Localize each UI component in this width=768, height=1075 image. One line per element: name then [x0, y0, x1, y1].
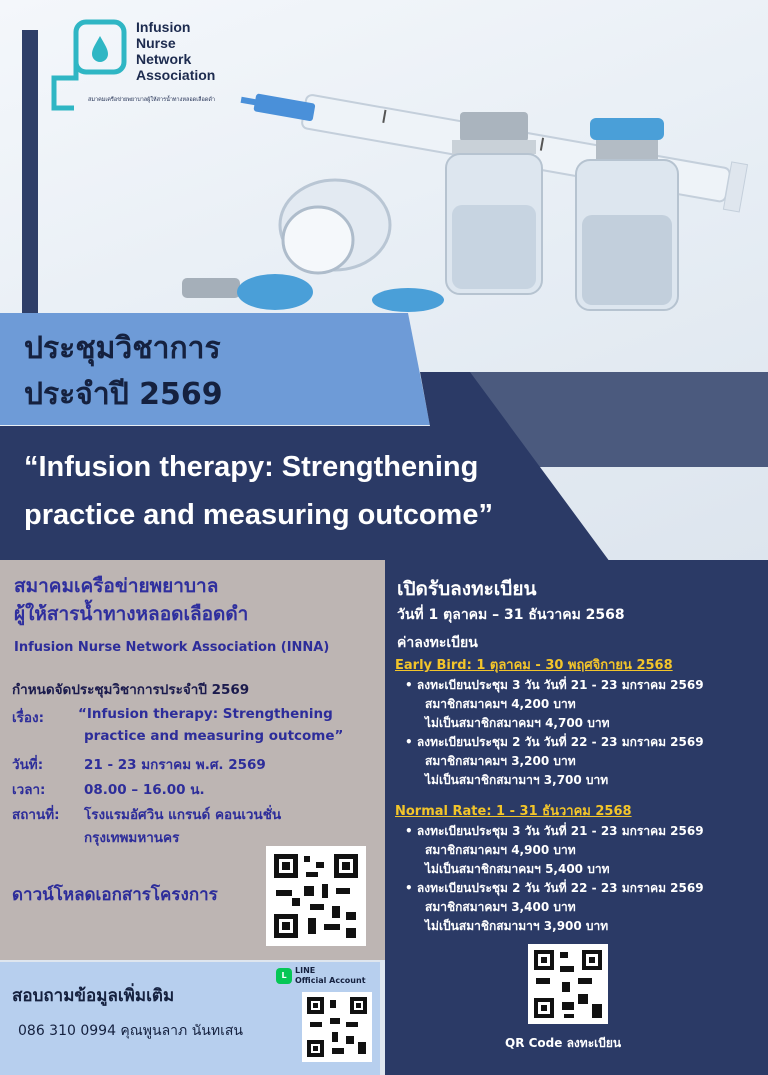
event-title-thai-line-2: ประจำปี 2569: [24, 377, 223, 412]
loose-cap-silver: [182, 278, 240, 298]
association-thai-line-2: ผู้ให้สารน้ำทางหลอดเลือดดำ: [14, 603, 249, 625]
fee-item: ลงทะเบียนประชุม 2 วัน วันที่ 22 - 23 มกราคม 2569: [416, 735, 704, 749]
fee-nonmember: ไม่เป็นสมาชิกสมาคมฯ 5,400 บาท: [425, 862, 610, 876]
registration-panel: [385, 560, 768, 1075]
line-icon: L: [276, 968, 292, 984]
registration-qr-code[interactable]: [528, 944, 608, 1024]
time-label: เวลา:: [12, 782, 46, 798]
vial-silver-cap: [446, 112, 542, 294]
fee-item: ลงทะเบียนประชุม 2 วัน วันที่ 22 - 23 มกราคม 2569: [416, 881, 704, 895]
qr-code-icon: [528, 944, 608, 1024]
venue-label: สถานที่:: [12, 807, 60, 823]
registration-dates: วันที่ 1 ตุลาคม – 31 ธันวาคม 2568: [397, 607, 625, 623]
topic-line-2: practice and measuring outcome”: [84, 728, 344, 744]
association-thai-line-1: สมาคมเครือข่ายพยาบาล: [14, 575, 219, 597]
event-title-english: [24, 443, 584, 539]
registration-heading: เปิดรับลงทะเบียน: [397, 578, 537, 600]
normal-rate-list: [405, 822, 765, 936]
normal-rate-title: Normal Rate: 1 - 31 ธันวาคม 2568: [395, 804, 632, 819]
fee-item: ลงทะเบียนประชุม 3 วัน วันที่ 21 - 23 มกราคม 2569: [416, 824, 704, 838]
download-label: ดาวน์โหลดเอกสารโครงการ: [12, 885, 218, 905]
list-item: • ลงทะเบียนประชุม 3 วัน วันที่ 21 - 23 มกราคม 2569: [405, 678, 704, 692]
contact-panel: [0, 962, 380, 1075]
fee-member: สมาชิกสมาคมฯ 3,400 บาท: [425, 900, 576, 914]
fee-member: สมาชิกสมาคมฯ 4,200 บาท: [425, 697, 576, 711]
fee-heading: ค่าลงทะเบียน: [397, 635, 478, 651]
download-qr-code[interactable]: [266, 846, 366, 946]
venue-line-1: โรงแรมอัศวิน แกรนด์ คอนเวนชั่น: [84, 807, 282, 823]
topic-label: เรื่อง:: [12, 710, 44, 726]
association-name-english: Infusion Nurse Network Association (INNA): [14, 640, 330, 655]
qr-code-icon: [266, 846, 366, 946]
lying-vial: [280, 180, 390, 273]
inna-logo: [48, 18, 228, 118]
date-label: วันที่:: [12, 757, 44, 773]
association-name-thai: [14, 572, 248, 628]
registration-qr-caption: QR Code ลงทะเบียน: [505, 1036, 622, 1050]
loose-cap-blue-2: [372, 288, 444, 312]
schedule-heading: กำหนดจัดประชุมวิชาการประจำปี 2569: [12, 682, 250, 698]
venue-line-2: กรุงเทพมหานคร: [84, 830, 180, 846]
fee-nonmember: ไม่เป็นสมาชิกสมามาฯ 3,700 บาท: [425, 773, 609, 787]
fee-item: ลงทะเบียนประชุม 3 วัน วันที่ 21 - 23 มกราคม 2569: [416, 678, 704, 692]
logo-line-4: Association: [136, 67, 216, 83]
event-title-thai: [24, 326, 223, 418]
logo-line-2: Nurse: [136, 35, 176, 51]
time-value: 08.00 – 16.00 น.: [84, 782, 205, 798]
line-qr-code[interactable]: [302, 992, 372, 1062]
event-title-english-line-2: practice and measuring outcome”: [24, 499, 493, 531]
contact-phone[interactable]: 086 310 0994 คุณพูนลาภ นันทเสน: [18, 1023, 243, 1039]
early-bird-title: Early Bird: 1 ตุลาคม - 30 พฤศจิกายน 2568: [395, 658, 673, 673]
line-official-account: Official Account: [295, 976, 366, 985]
early-bird-list: [405, 676, 765, 790]
list-item: • ลงทะเบียนประชุม 2 วัน วันที่ 22 - 23 มกราคม 2569: [405, 881, 704, 895]
topic-line-1: “Infusion therapy: Strengthening: [78, 706, 333, 722]
event-title-english-line-1: “Infusion therapy: Strengthening: [24, 451, 479, 483]
loose-cap-blue: [237, 274, 313, 310]
accent-bar: [22, 30, 38, 340]
fee-nonmember: ไม่เป็นสมาชิกสมาคมฯ 4,700 บาท: [425, 716, 610, 730]
logo-line-3: Network: [136, 51, 192, 67]
contact-heading: สอบถามข้อมูลเพิ่มเติม: [12, 986, 175, 1006]
date-value: 21 - 23 มกราคม พ.ศ. 2569: [84, 757, 266, 773]
list-item: • ลงทะเบียนประชุม 3 วัน วันที่ 21 - 23 มกราคม 2569: [405, 824, 704, 838]
fee-member: สมาชิกสมาคมฯ 4,900 บาท: [425, 843, 576, 857]
list-item: • ลงทะเบียนประชุม 2 วัน วันที่ 22 - 23 มกราคม 2569: [405, 735, 704, 749]
qr-code-icon: [302, 992, 372, 1062]
logo-line-1: Infusion: [136, 19, 191, 35]
fee-member: สมาชิกสมาคมฯ 3,200 บาท: [425, 754, 576, 768]
logo-thai-subtitle: สมาคมเครือข่ายพยาบาลผู้ให้สารน้ำทางหลอดเลือดดำ: [88, 97, 215, 103]
event-title-thai-line-1: ประชุมวิชาการ: [24, 331, 221, 366]
fee-nonmember: ไม่เป็นสมาชิกสมามาฯ 3,900 บาท: [425, 919, 609, 933]
line-label: LINE: [295, 966, 316, 975]
info-panel: [0, 560, 385, 960]
